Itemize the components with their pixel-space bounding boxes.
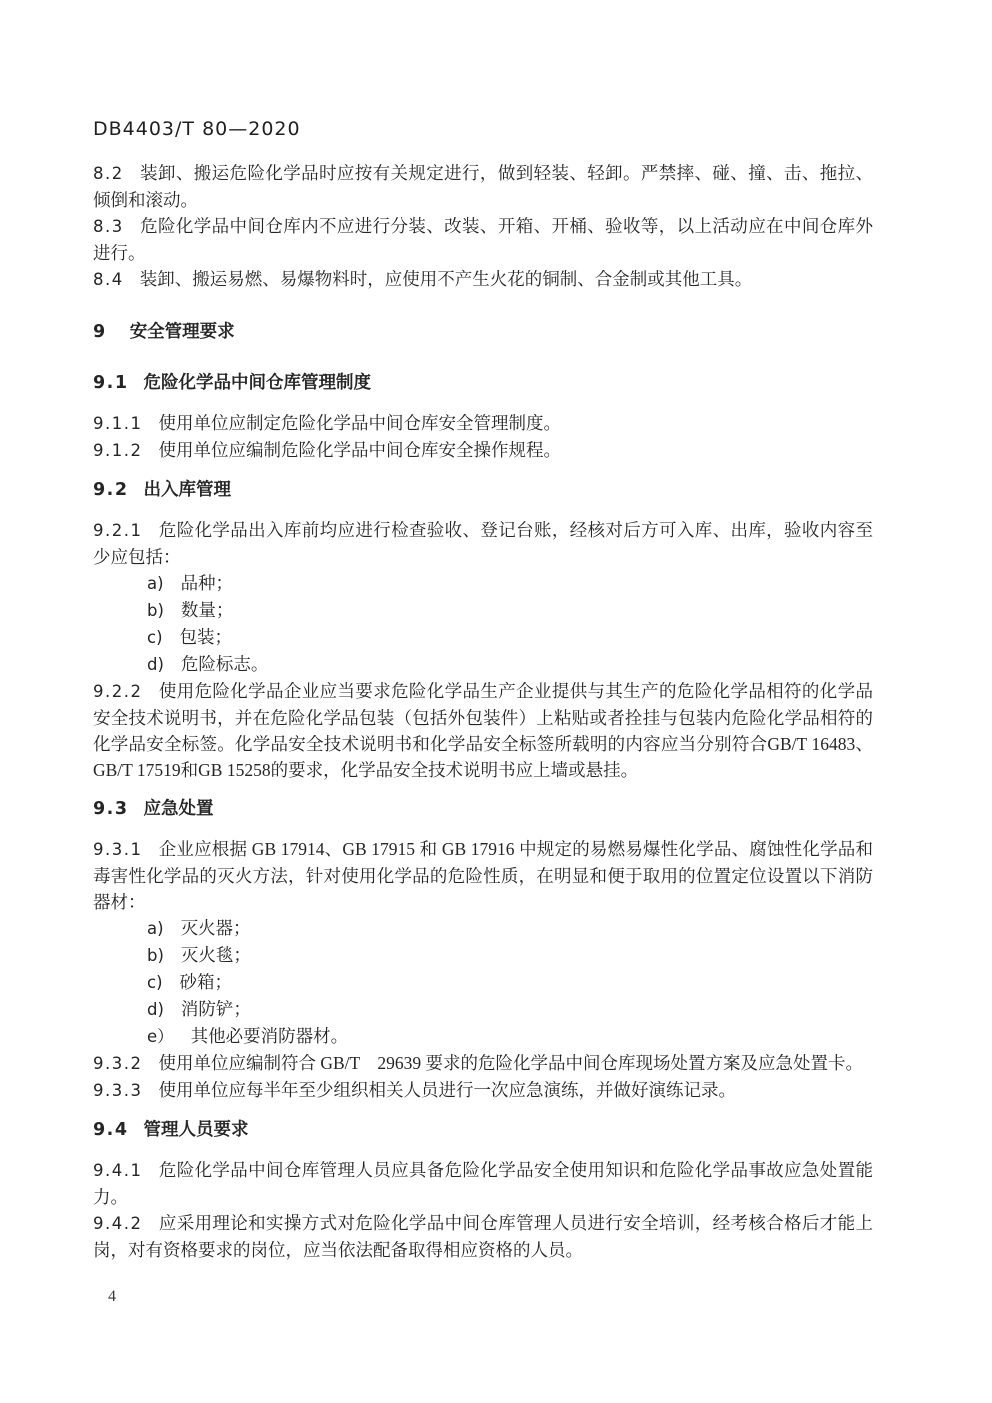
list-item [93, 996, 873, 1023]
clause-number: 9.4.1 [93, 1161, 143, 1180]
clause-number: 9.1.1 [93, 414, 143, 433]
list-item [93, 942, 873, 969]
list-item [93, 597, 873, 624]
page-number: 4 [108, 1288, 116, 1305]
clause-number: 8.3 [93, 217, 124, 236]
clause-9.1.2 [93, 437, 873, 464]
clause-number: 9.1.2 [93, 441, 143, 460]
list-marker: e） [147, 1027, 174, 1046]
clause-number: 9.3.1 [93, 840, 143, 859]
clause-number: 9.2.2 [93, 682, 143, 701]
clause-text: 使用单位应制定危险化学品中间仓库安全管理制度。 [158, 413, 561, 433]
list-marker: c) [147, 973, 163, 992]
clause-text: 砂箱； [179, 972, 233, 992]
list-item [93, 969, 873, 996]
clause-8.2 [93, 160, 873, 213]
clause-text: 灭火器； [180, 918, 251, 938]
document-body [93, 160, 873, 1263]
list-marker: b) [147, 601, 164, 620]
clause-8.3 [93, 213, 873, 266]
heading-text: 安全管理要求 [129, 322, 235, 342]
clause-number: 8.2 [93, 164, 124, 183]
list-marker: d) [147, 655, 164, 674]
clause-8.4 [93, 266, 873, 293]
list-item [93, 1023, 873, 1050]
list-item [93, 570, 873, 597]
list-marker: d) [147, 1000, 164, 1019]
clause-text: 使用单位应编制符合 GB/T 29639 要求的危险化学品中间仓库现场处置方案及应急处置卡。 [158, 1053, 864, 1073]
heading-text: 出入库管理 [143, 480, 232, 500]
clause-number: 9.3.3 [93, 1081, 143, 1100]
clause-9.3.3 [93, 1077, 873, 1104]
clause-text: 危险化学品出入库前均应进行检查验收、登记台账，经核对后方可入库、出库，验收内容至少应包括： [93, 520, 873, 567]
clause-text: 使用单位应编制危险化学品中间仓库安全操作规程。 [158, 440, 561, 460]
clause-number: 9.1 [93, 373, 129, 393]
clause-number: 9 [93, 322, 107, 342]
section-heading-9 [93, 293, 873, 357]
clause-9.4.2 [93, 1210, 873, 1263]
clause-text: 危险化学品中间仓库内不应进行分装、改装、开箱、开桶、验收等，以上活动应在中间仓库外进行。 [93, 216, 873, 263]
list-item [93, 624, 873, 651]
clause-9.4.1 [93, 1157, 873, 1210]
heading-text: 危险化学品中间仓库管理制度 [143, 373, 372, 393]
standard-number-header: DB4403/T 80—2020 [93, 118, 301, 140]
clause-number: 8.4 [93, 270, 124, 289]
list-marker: b) [147, 946, 164, 965]
clause-number: 9.2 [93, 480, 129, 500]
clause-text: 使用危险化学品企业应当要求危险化学品生产企业提供与其生产的危险化学品相符的化学品安全技术说明书，并在危险化学品包装（包括外包装件）上粘贴或者拴挂与包装内危险化学品相符的化学品安全标签。化学品安全技术说明书和化学品安全标签所载明的内容应当分别符合GB/T 16483、GB/T 17519和GB 15258的要求，化学品安全技术说明书应上墙或悬挂。 [93, 681, 873, 780]
clause-text: 装卸、搬运易燃、易爆物料时，应使用不产生火花的铜制、合金制或其他工具。 [139, 269, 753, 289]
clause-number: 9.4 [93, 1120, 129, 1140]
list-item [93, 915, 873, 942]
clause-number: 9.4.2 [93, 1214, 143, 1233]
clause-text: 消防铲； [180, 999, 251, 1019]
clause-text: 危险化学品中间仓库管理人员应具备危险化学品安全使用知识和危险化学品事故应急处置能力。 [93, 1160, 873, 1207]
clause-text: 其他必要消防器材。 [190, 1026, 349, 1046]
clause-text: 使用单位应每半年至少组织相关人员进行一次应急演练，并做好演练记录。 [158, 1080, 736, 1100]
clause-9.2.2 [93, 678, 873, 783]
clause-text: 包装； [179, 627, 233, 647]
list-marker: a) [147, 574, 164, 593]
section-heading-9.4 [93, 1104, 873, 1157]
clause-9.3.2 [93, 1050, 873, 1077]
clause-text: 企业应根据 GB 17914、GB 17915 和 GB 17916 中规定的易燃易爆性化学品、腐蚀性化学品和毒害性化学品的灭火方法，针对使用化学品的危险性质，在明显和便于取用的位置定位设置以下消防器材： [93, 839, 873, 912]
heading-text: 管理人员要求 [143, 1120, 249, 1140]
clause-text: 应采用理论和实操方式对危险化学品中间仓库管理人员进行安全培训，经考核合格后才能上岗，对有资格要求的岗位，应当依法配备取得相应资格的人员。 [93, 1213, 873, 1260]
clause-text: 数量； [180, 600, 234, 620]
list-marker: c) [147, 628, 163, 647]
clause-number: 9.2.1 [93, 521, 143, 540]
clause-number: 9.3 [93, 799, 129, 819]
list-marker: a) [147, 919, 164, 938]
clause-9.2.1 [93, 517, 873, 570]
clause-number: 9.3.2 [93, 1054, 143, 1073]
section-heading-9.3 [93, 783, 873, 836]
clause-9.1.1 [93, 410, 873, 437]
heading-text: 应急处置 [143, 799, 214, 819]
list-item [93, 651, 873, 678]
clause-text: 品种； [180, 573, 234, 593]
section-heading-9.2 [93, 464, 873, 517]
clause-9.3.1 [93, 836, 873, 915]
clause-text: 灭火毯； [180, 945, 251, 965]
section-heading-9.1 [93, 357, 873, 410]
clause-text: 危险标志。 [180, 654, 269, 674]
clause-text: 装卸、搬运危险化学品时应按有关规定进行，做到轻装、轻卸。严禁摔、碰、撞、击、拖拉、倾倒和滚动。 [93, 163, 873, 210]
